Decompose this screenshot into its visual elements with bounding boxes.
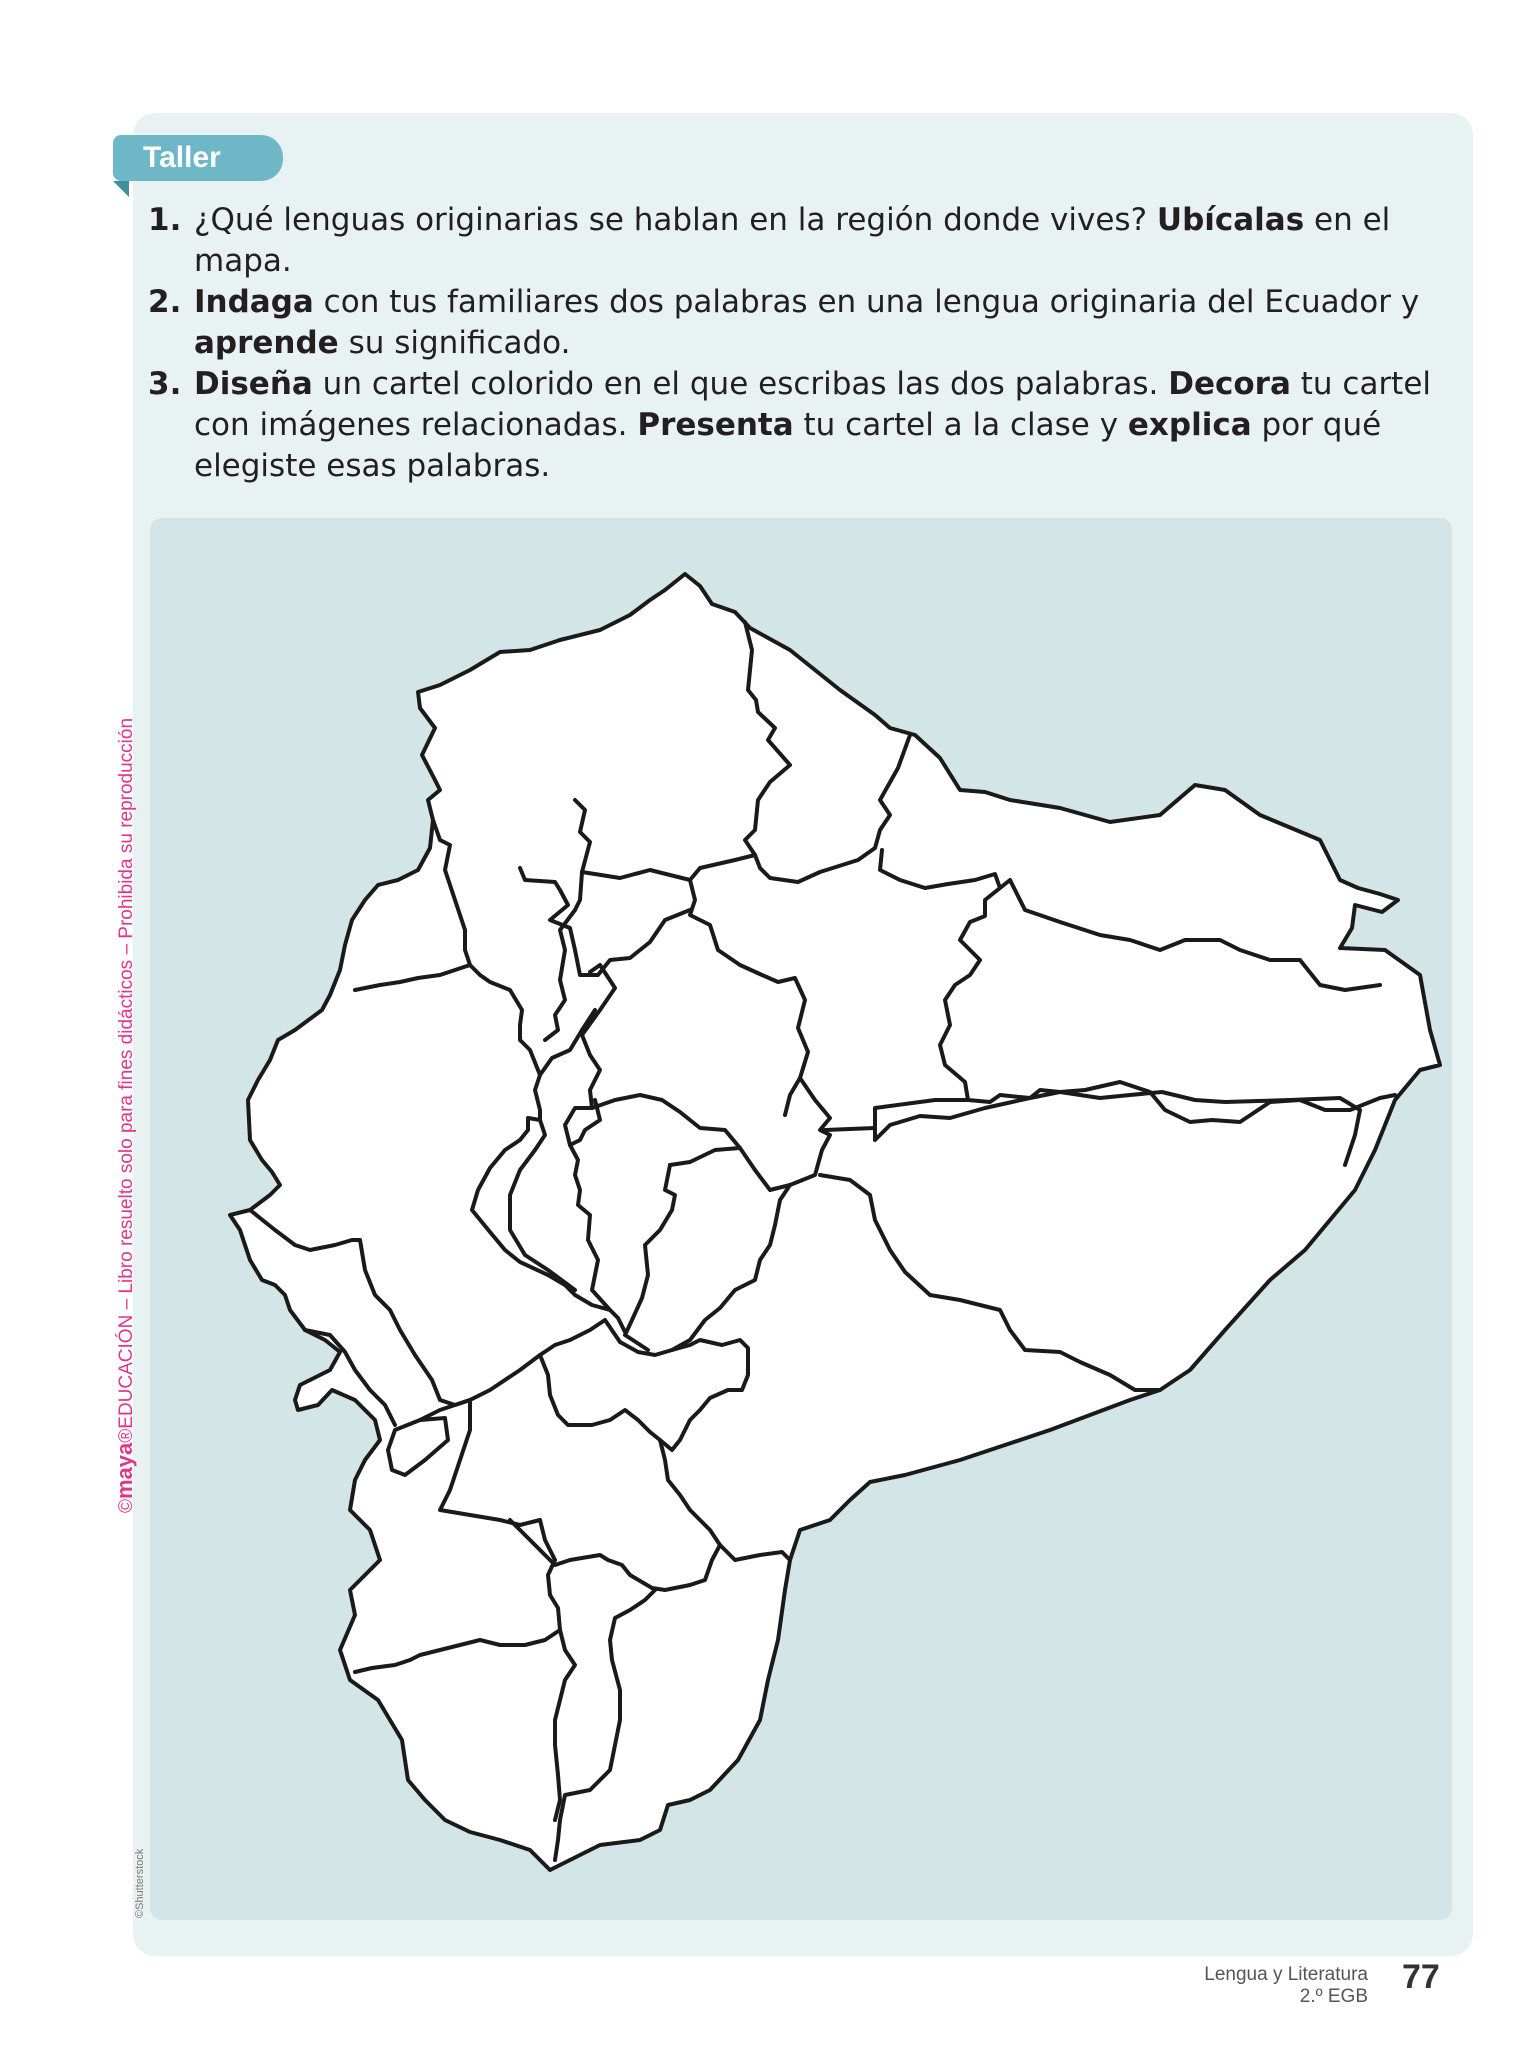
notice-text: – Libro resuelto solo para fines didácticos – Prohibida su reproducción bbox=[116, 717, 137, 1315]
task-list bbox=[148, 200, 1438, 487]
task-text: con tus familiares dos palabras en una lengua originaria del Ecuador y bbox=[313, 284, 1420, 320]
task-verb: Ubícalas bbox=[1156, 202, 1305, 238]
publisher-suffix: ®EDUCACIÓN bbox=[116, 1314, 137, 1443]
copyright-symbol: © bbox=[116, 1499, 137, 1513]
image-credit: ©Shutterstock bbox=[134, 1848, 146, 1918]
task-text: un cartel colorido en el que escribas las dos palabras. bbox=[312, 366, 1169, 402]
publisher-brand: maya bbox=[112, 1442, 137, 1499]
task-verb: explica bbox=[1127, 407, 1252, 443]
footer-subject bbox=[1204, 1964, 1368, 2008]
task-text: en el mapa. bbox=[194, 202, 1391, 279]
task-number: 2. bbox=[148, 284, 182, 320]
task-verb: Decora bbox=[1168, 366, 1291, 402]
tab-fold-decoration bbox=[113, 181, 129, 197]
country-outline bbox=[230, 574, 1440, 1870]
task-number: 1. bbox=[148, 202, 182, 238]
ecuador-province-map bbox=[150, 518, 1452, 1920]
task-verb: Indaga bbox=[194, 284, 314, 320]
page-number: 77 bbox=[1402, 1958, 1440, 1996]
section-tab: Taller bbox=[113, 135, 283, 181]
task-text: ¿Qué lenguas originarias se hablan en la región donde vives? bbox=[194, 202, 1157, 238]
task-item-3 bbox=[148, 364, 1438, 487]
task-text: su significado. bbox=[338, 325, 571, 361]
task-text: tu cartel con imágenes relacionadas. bbox=[194, 366, 1432, 443]
task-text: por qué elegiste esas palabras. bbox=[194, 407, 1382, 484]
task-item-1 bbox=[148, 200, 1438, 282]
task-text: tu cartel a la clase y bbox=[793, 407, 1128, 443]
task-verb: Presenta bbox=[637, 407, 794, 443]
task-verb: aprende bbox=[194, 325, 339, 361]
map-area bbox=[150, 518, 1452, 1920]
copyright-notice bbox=[110, 513, 140, 1513]
task-number: 3. bbox=[148, 366, 182, 402]
subject-name: Lengua y Literatura bbox=[1204, 1964, 1368, 1985]
grade-label: 2.º EGB bbox=[1299, 1986, 1368, 2007]
task-item-2 bbox=[148, 282, 1438, 364]
task-verb: Diseña bbox=[194, 366, 313, 402]
